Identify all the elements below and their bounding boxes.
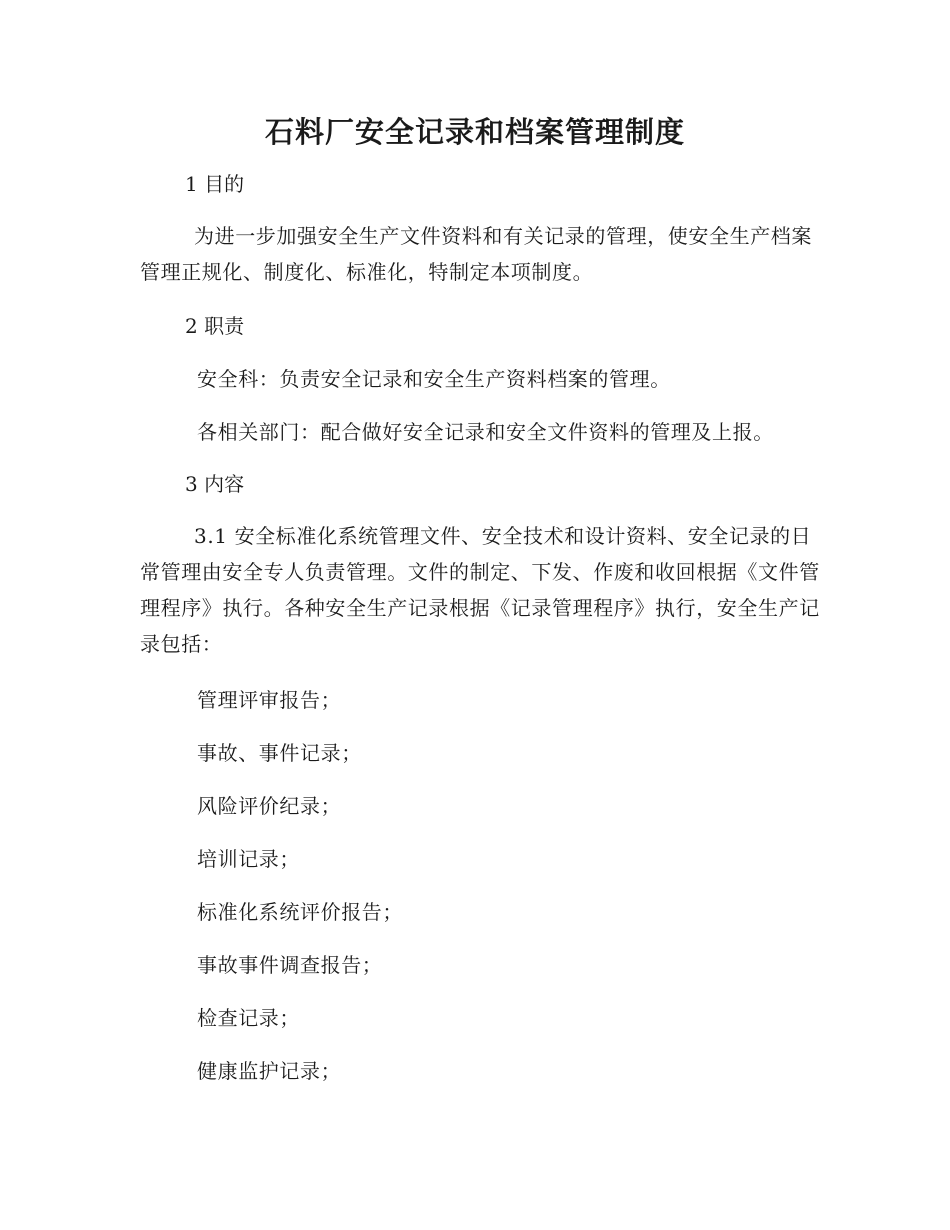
section-3-heading: 3 内容 (185, 472, 245, 496)
record-list-item: 风险评价纪录； (197, 794, 342, 818)
section-1-paragraph (140, 218, 820, 290)
record-list-item: 标准化系统评价报告； (197, 900, 403, 924)
record-list-item: 管理评审报告； (197, 688, 342, 712)
section-2-item-safety-dept: 安全科：负责安全记录和安全生产资料档案的管理。 (197, 367, 671, 391)
record-list-item: 检查记录； (197, 1006, 300, 1030)
document-title: 石料厂安全记录和档案管理制度 (264, 115, 685, 149)
section-3-paragraph (140, 518, 820, 662)
section-1-heading: 1 目的 (185, 172, 245, 196)
section-2-heading: 2 职责 (185, 314, 245, 338)
record-list-item: 健康监护记录； (197, 1059, 342, 1083)
section-2-item-related-depts: 各相关部门：配合做好安全记录和安全文件资料的管理及上报。 (197, 420, 774, 444)
record-list-item: 事故、事件记录； (197, 741, 362, 765)
record-list-item: 事故事件调查报告； (197, 953, 383, 977)
section-1-text: 为进一步加强安全生产文件资料和有关记录的管理，使安全生产档案管理正规化、制度化、标准化，特制定本项制度。 (140, 224, 812, 284)
record-list-item: 培训记录； (197, 847, 300, 871)
section-3-text: 3.1 安全标准化系统管理文件、安全技术和设计资料、安全记录的日常管理由安全专人负责管理。文件的制定、下发、作废和收回根据《文件管理程序》执行。各种安全生产记录根据《记录管理程序》执行，安全生产记录包括： (140, 524, 820, 656)
